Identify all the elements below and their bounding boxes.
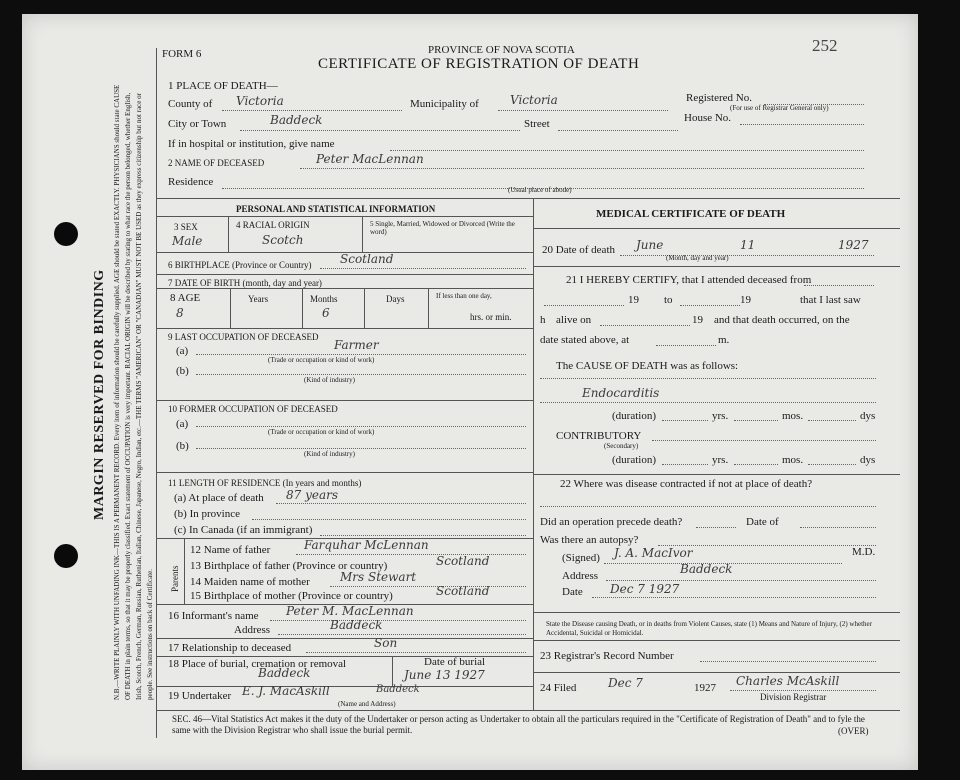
house-no-label: House No. (684, 112, 732, 124)
undertaker-address-value: Baddeck (376, 684, 420, 695)
date-of-death-label: 20 Date of death (542, 244, 615, 256)
occupation-value: Farmer (334, 338, 379, 352)
medical-heading: MEDICAL CERTIFICATE OF DEATH (596, 208, 786, 220)
county-label: County of (168, 98, 213, 110)
racial-origin-label: 4 RACIAL ORIGIN (236, 220, 310, 230)
years-label: Years (248, 294, 269, 304)
municipality-value: Victoria (510, 93, 558, 107)
occupation-a-label: (a) (176, 345, 189, 357)
signed-label: (Signed) (562, 552, 600, 564)
days-label: Days (386, 294, 405, 304)
yrs-label: yrs. (712, 410, 729, 422)
father-birthplace-value: Scotland (436, 554, 490, 568)
father-label: 12 Name of father (190, 544, 271, 556)
filed-year-value: 1927 (694, 682, 716, 694)
undertaker-label: 19 Undertaker (168, 690, 232, 702)
mos-label-2: mos. (782, 454, 804, 466)
province-title: PROVINCE OF NOVA SCOTIA (428, 44, 575, 56)
division-registrar-note: Division Registrar (760, 692, 827, 702)
undertaker-value: E. J. MacAskill (242, 684, 330, 698)
trade-note: (Trade or occupation or kind of work) (268, 356, 375, 364)
duration-label-2: (duration) (612, 454, 656, 466)
certificate-number: 252 (812, 36, 838, 55)
city-label: City or Town (168, 118, 227, 130)
residence-note: (Usual place of abode) (508, 186, 572, 194)
burial-date-value: June 13 1927 (404, 668, 485, 682)
physician-address-label: Address (562, 570, 599, 582)
former-industry-note: (Kind of industry) (304, 450, 355, 458)
binder-hole-top (54, 222, 78, 246)
residence-label: Residence (168, 176, 214, 188)
physician-address-value: Baddeck (680, 562, 733, 576)
form-number: FORM 6 (162, 48, 202, 60)
informant-address-value: Baddeck (330, 618, 383, 632)
mos-label: mos. (782, 410, 804, 422)
alive-on-label: alive on (556, 314, 592, 326)
father-value: Farquhar McLennan (304, 538, 429, 552)
age-label: 8 AGE (170, 292, 201, 304)
filed-date-value: Dec 7 (608, 676, 643, 690)
contributory-label: CONTRIBUTORY (556, 430, 642, 442)
residence-a-value: 87 years (286, 488, 339, 502)
date-of-death-day: 11 (740, 238, 756, 252)
racial-origin-value: Scotch (262, 233, 304, 247)
relationship-value: Son (374, 636, 398, 650)
operation-date-label: Date of (746, 516, 779, 528)
duration-label: (duration) (612, 410, 656, 422)
parents-label: Parents (170, 565, 180, 592)
sex-value: Male (172, 234, 203, 248)
registered-no-label: Registered No. (686, 92, 752, 104)
residence-c-label: (c) In Canada (if an immigrant) (174, 524, 313, 536)
city-value: Baddeck (270, 113, 323, 127)
county-value: Victoria (236, 94, 284, 108)
age-years-value: 8 (176, 306, 184, 320)
binder-hole-bottom (54, 544, 78, 568)
alive-h: h (540, 314, 546, 326)
months-label: Months (310, 294, 338, 304)
registrar-note: (For use of Registrar General only) (730, 104, 829, 112)
cause-of-death-value: Endocarditis (582, 386, 660, 400)
dob-label: 7 DATE OF BIRTH (month, day and year) (168, 278, 322, 288)
to-year-19: 19 (740, 294, 751, 306)
relationship-label: 17 Relationship to deceased (168, 642, 292, 654)
residence-b-label: (b) In province (174, 508, 240, 520)
from-year-19: 19 (628, 294, 639, 306)
municipality-label: Municipality of (410, 98, 479, 110)
date-of-death-year: 1927 (838, 238, 869, 252)
date-of-death-month: June (636, 238, 664, 252)
disease-contracted-label: 22 Where was disease contracted if not at place of death? (560, 478, 813, 490)
sex-label: 3 SEX (174, 222, 198, 232)
signed-date-label: Date (562, 586, 583, 598)
registrar-record-label: 23 Registrar's Record Number (540, 650, 674, 662)
mother-label: 14 Maiden name of mother (190, 576, 310, 588)
alive-year-19: 19 (692, 314, 703, 326)
over-label: (OVER) (838, 726, 869, 736)
violent-causes-note: State the Disease causing Death, or in deaths from Violent Causes, state (1) Means and Nature of Injury, (2) whether Accidental, Suicidal or Homicidal. (546, 620, 872, 637)
age-months-value: 6 (322, 306, 330, 320)
street-label: Street (524, 118, 550, 130)
physician-signature: J. A. MacIvor (614, 546, 693, 560)
md-label: M.D. (852, 546, 876, 558)
section-46-note: SEC. 46—Vital Statistics Act makes it the duty of the Undertaker or person acting as Undertaker to obtain all the particulars required in the "Certificate of Registration of Death" and to fyle the same with the Division Registrar who shall issue the burial permit. (172, 714, 865, 735)
dys-label: dys (860, 410, 876, 422)
burial-value: Baddeck (258, 666, 311, 680)
dys-label-2: dys (860, 454, 876, 466)
deceased-name-label: 2 NAME OF DECEASED (168, 158, 265, 168)
cause-of-death-label: The CAUSE OF DEATH was as follows: (556, 360, 739, 372)
informant-value: Peter M. MacLennan (286, 604, 414, 618)
yrs-label-2: yrs. (712, 454, 729, 466)
signed-date-value: Dec 7 1927 (610, 582, 680, 596)
burial-date-label: Date of burial (424, 656, 486, 668)
marital-label: 5 Single, Married, Widowed or Divorced (Write the word) (370, 220, 515, 236)
date-note: (Month, day and year) (666, 254, 729, 262)
certify-label: 21 I HEREBY CERTIFY, that I attended deceased from (566, 274, 812, 286)
secondary-note: (Secondary) (604, 442, 639, 450)
less-than-day-label: If less than one day, (436, 292, 492, 300)
binding-margin-label: MARGIN RESERVED FOR BINDING (92, 269, 107, 520)
informant-address-label: Address (234, 624, 271, 636)
operation-label: Did an operation precede death? (540, 516, 683, 528)
mother-value: Mrs Stewart (340, 570, 417, 584)
occupation-b-label: (b) (176, 365, 189, 377)
mother-birthplace-label: 15 Birthplace of mother (Province or country) (190, 590, 393, 602)
m-label: m. (718, 334, 730, 346)
birthplace-value: Scotland (340, 252, 394, 266)
residence-length-label: 11 LENGTH OF RESIDENCE (In years and months) (168, 478, 362, 488)
place-of-death-heading: 1 PLACE OF DEATH— (168, 80, 278, 92)
last-occupation-label: 9 LAST OCCUPATION OF DECEASED (168, 332, 319, 342)
last-saw-label: that I last saw (800, 294, 861, 306)
autopsy-label: Was there an autopsy? (540, 534, 639, 546)
industry-note: (Kind of industry) (304, 376, 355, 384)
personal-heading: PERSONAL AND STATISTICAL INFORMATION (236, 204, 436, 214)
birthplace-label: 6 BIRTHPLACE (Province or Country) (168, 260, 312, 270)
informant-label: 16 Informant's name (168, 610, 259, 622)
date-stated-label: date stated above, at (540, 334, 630, 346)
former-occupation-label: 10 FORMER OCCUPATION OF DECEASED (168, 404, 338, 414)
page-title: CERTIFICATE OF REGISTRATION OF DEATH (318, 56, 640, 72)
death-occurred-label: and that death occurred, on the (714, 314, 850, 326)
hrs-label: hrs. or min. (470, 312, 512, 322)
residence-a-label: (a) At place of death (174, 492, 264, 504)
instructions-note: N.B.—WRITE PLAINLY WITH UNFADING INK—THIS IS A PERMANENT RECORD. Every item of information should be carefully supplied. AGE should be stated EXACTLY. PHYSICIANS should state CAUSE OF DEATH in plain terms, so that it may be properly classified. Exact statement of OCCUPATION is very important. RACIAL ORIGIN will be described by stating to what race the person belonged, whether English, Irish, Scotch, French, German, Russian, Ruthenian, Italian, Chinese, Japanese, Negro, Indian, etc.—THE TERMS "AMERICAN" OR "CANADIAN" MUST NOT BE USED as they express citizenship but not race or people. See instructions on back of Certificate. (113, 84, 154, 700)
undertaker-note: (Name and Address) (338, 700, 396, 708)
hospital-label: If in hospital or institution, give name (168, 138, 335, 150)
filed-label: 24 Filed (540, 682, 577, 694)
mother-birthplace-value: Scotland (436, 584, 490, 598)
former-trade-note: (Trade or occupation or kind of work) (268, 428, 375, 436)
father-birthplace-label: 13 Birthplace of father (Province or country) (190, 560, 388, 572)
deceased-name-value: Peter MacLennan (316, 152, 424, 166)
registrar-signature: Charles McAskill (736, 674, 840, 688)
burial-label: 18 Place of burial, cremation or removal (168, 658, 347, 670)
to-label: to (664, 294, 673, 306)
